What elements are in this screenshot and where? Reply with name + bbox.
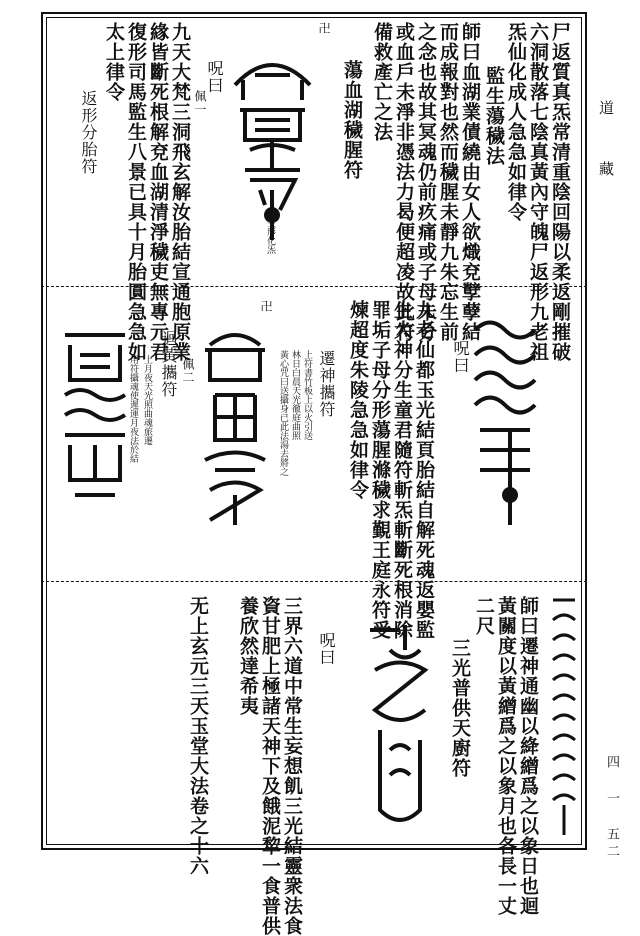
collection-label: 道 藏 bbox=[597, 100, 615, 190]
mark: 卍 bbox=[317, 22, 331, 35]
text-column: 養欣然達希夷 bbox=[237, 596, 259, 716]
text-column: 復形司馬監生八景已具十月胎圓急急如 bbox=[125, 22, 147, 362]
chant-label: 呪曰 bbox=[317, 632, 336, 666]
talisman-note: 上符書竹板上以火引送 bbox=[302, 350, 312, 440]
talisman-title: 迴黃攜符 bbox=[159, 330, 178, 398]
mark: 佩二 bbox=[181, 358, 195, 384]
text-column: 太上律令 bbox=[103, 22, 125, 102]
section-heading: 監生蕩穢法 bbox=[483, 66, 505, 166]
talisman-note: 林日白晨天光徹庭曲照 bbox=[290, 350, 300, 440]
talisman-seal-3 bbox=[200, 320, 270, 530]
talisman-title: 返形分胎符 bbox=[79, 90, 98, 175]
text-column: 之念也故其冥魂仍前疚痛或子母未分 bbox=[415, 22, 437, 342]
section-divider-2 bbox=[41, 581, 587, 582]
volume-colophon: 无上玄元三天玉堂大法卷之十六 bbox=[187, 596, 209, 876]
mark: 卍 bbox=[259, 300, 273, 313]
mark: 佩一 bbox=[193, 90, 207, 116]
text-column: 黃關度以黃繒爲之以象月也各長一丈 bbox=[495, 596, 517, 916]
text-column: 六洞散落七陰真黃內守魄尸返形九老祖 bbox=[527, 22, 549, 362]
text-column: 三界六道中常生妄想飢三光結靈衆法食 bbox=[281, 596, 303, 936]
talisman-seal-2 bbox=[470, 300, 550, 530]
text-column: 炁仙化成人急急如律令 bbox=[505, 22, 527, 222]
text-column: 緣皆斷死根解兗血湖清淨穢吏無專元君 bbox=[147, 22, 169, 362]
text-column: 生大神分生童君隨符斬炁斬斷死根消除 bbox=[391, 300, 413, 640]
talisman-seal-5 bbox=[548, 590, 580, 840]
talisman-note: 黃心咒曰送攝身已此法湯去將之 bbox=[278, 350, 288, 476]
text-column: 資甘肥上極諸天神下及餓泥犂一食普供 bbox=[259, 596, 281, 936]
text-column: 師曰血湖業債繞由女人欲熾兗孼孽結 bbox=[459, 22, 481, 342]
text-column: 九天大梵三洞飛玄解汝胎結宣通胞原業 bbox=[169, 22, 191, 362]
text-column: 備救產亡之法 bbox=[371, 22, 393, 142]
talisman-caption: 生形化炁 bbox=[265, 218, 275, 254]
talisman-title: 蕩血湖穢腥符 bbox=[341, 60, 363, 180]
text-column: 九老仙都玉光結頁胎結自解死魂返嬰監 bbox=[413, 300, 435, 640]
text-column: 或血戶未淨非憑法力曷便超凌故此符 bbox=[393, 22, 415, 342]
text-column: 罪垢子母分形蕩腥滌穢求覲王庭永符受 bbox=[369, 300, 391, 640]
talisman-seal-4 bbox=[60, 320, 130, 510]
talisman-title: 三光普供天廚符 bbox=[449, 638, 471, 778]
chant-label: 呪曰 bbox=[205, 60, 224, 94]
chant-label: 呪曰 bbox=[451, 340, 470, 374]
page-number: 四 一 五二 bbox=[604, 755, 619, 861]
section-divider-1 bbox=[41, 286, 587, 287]
talisman-note: 用符攝魂使遲運月夜法於結 bbox=[128, 355, 138, 463]
talisman-note: 上月夜天光照曲魂旅遷 bbox=[142, 355, 152, 445]
talisman-title: 遷神攜符 bbox=[317, 350, 336, 418]
text-column: 尸返質真炁常清重陰回陽以柔返剛摧破 bbox=[549, 22, 571, 362]
talisman-seal-6 bbox=[360, 610, 440, 840]
text-column: 煉超度朱陵急急如律令 bbox=[347, 300, 369, 500]
text-column: 而成報對也然而穢腥未靜九朱忘生前 bbox=[437, 22, 459, 342]
text-column: 二尺 bbox=[473, 596, 495, 636]
text-column: 師曰遷神通幽以絳繒爲之以象日也迴 bbox=[517, 596, 539, 916]
